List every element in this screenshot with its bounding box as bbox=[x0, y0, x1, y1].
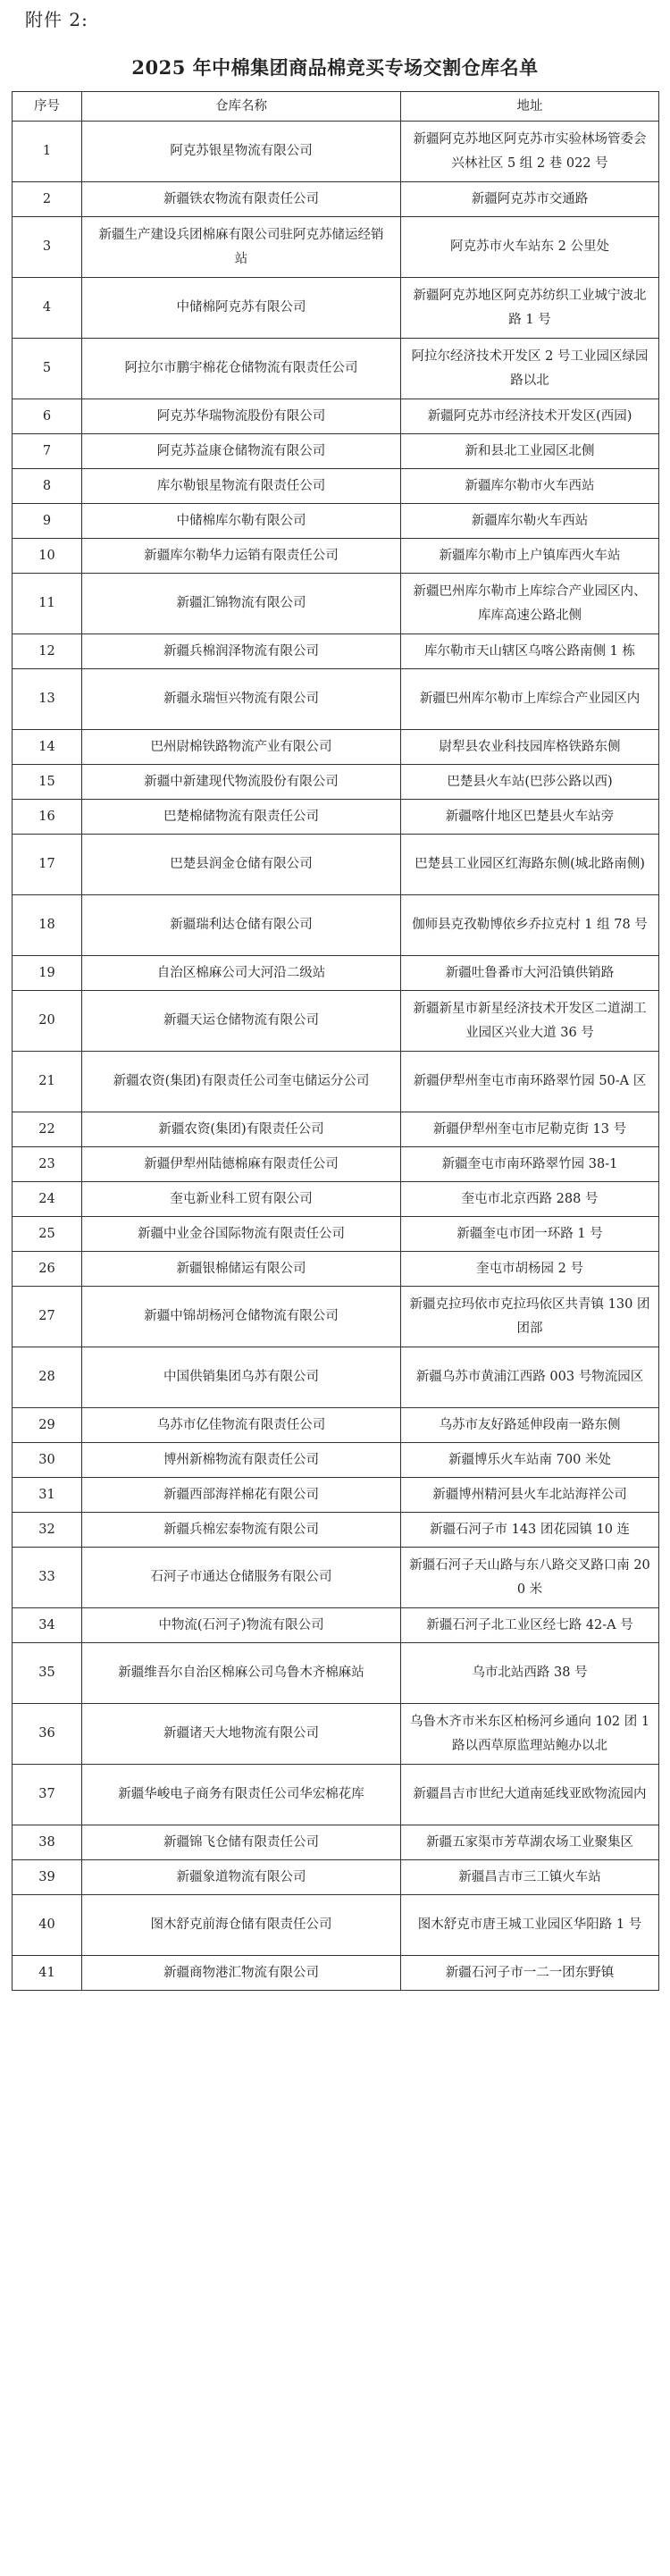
warehouse-name: 新疆永瑞恒兴物流有限公司 bbox=[82, 669, 401, 730]
row-number: 41 bbox=[13, 1956, 82, 1991]
warehouse-address: 乌市北站西路 38 号 bbox=[401, 1643, 659, 1704]
warehouse-address: 新疆博州精河县火车北站海祥公司 bbox=[401, 1478, 659, 1513]
table-row bbox=[13, 1643, 659, 1704]
row-number: 30 bbox=[13, 1443, 82, 1478]
warehouse-name: 奎屯新业科工贸有限公司 bbox=[82, 1182, 401, 1217]
row-number: 4 bbox=[13, 278, 82, 339]
row-number: 7 bbox=[13, 434, 82, 469]
row-number: 19 bbox=[13, 956, 82, 991]
warehouse-address: 新疆石河子市一二一团东野镇 bbox=[401, 1956, 659, 1991]
warehouse-address: 乌鲁木齐市米东区柏杨河乡通向 102 团 1 路以西草原监理站鲍办以北 bbox=[401, 1704, 659, 1765]
warehouse-name: 新疆中新建现代物流股份有限公司 bbox=[82, 765, 401, 800]
warehouse-name: 库尔勒银星物流有限责任公司 bbox=[82, 469, 401, 504]
warehouse-address: 新和县北工业园区北侧 bbox=[401, 434, 659, 469]
warehouse-name: 新疆象道物流有限公司 bbox=[82, 1860, 401, 1895]
row-number: 40 bbox=[13, 1895, 82, 1956]
warehouse-name: 阿克苏银星物流有限公司 bbox=[82, 122, 401, 182]
table-row bbox=[13, 765, 659, 800]
warehouse-address: 奎屯市北京西路 288 号 bbox=[401, 1182, 659, 1217]
table-row bbox=[13, 1252, 659, 1287]
row-number: 5 bbox=[13, 339, 82, 399]
warehouse-address: 新疆克拉玛依市克拉玛依区共青镇 130 团团部 bbox=[401, 1287, 659, 1347]
warehouse-address: 新疆吐鲁番市大河沿镇供销路 bbox=[401, 956, 659, 991]
row-number: 31 bbox=[13, 1478, 82, 1513]
table-header-row bbox=[13, 92, 659, 122]
warehouse-address: 伽师县克孜勒博依乡乔拉克村 1 组 78 号 bbox=[401, 895, 659, 956]
warehouse-name: 中储棉库尔勒有限公司 bbox=[82, 504, 401, 539]
row-number: 1 bbox=[13, 122, 82, 182]
row-number: 17 bbox=[13, 835, 82, 895]
warehouse-address: 新疆阿克苏地区阿克苏纺织工业城宁波北路 1 号 bbox=[401, 278, 659, 339]
warehouse-name: 中储棉阿克苏有限公司 bbox=[82, 278, 401, 339]
warehouse-address: 新疆昌吉市三工镇火车站 bbox=[401, 1860, 659, 1895]
table-row bbox=[13, 539, 659, 574]
row-number: 3 bbox=[13, 217, 82, 278]
warehouse-address: 奎屯市胡杨园 2 号 bbox=[401, 1252, 659, 1287]
warehouse-name: 新疆西部海祥棉花有限公司 bbox=[82, 1478, 401, 1513]
warehouse-name: 新疆华峻电子商务有限责任公司华宏棉花库 bbox=[82, 1765, 401, 1825]
row-number: 6 bbox=[13, 399, 82, 434]
row-number: 12 bbox=[13, 634, 82, 669]
warehouse-address: 阿克苏市火车站东 2 公里处 bbox=[401, 217, 659, 278]
row-number: 27 bbox=[13, 1287, 82, 1347]
warehouse-name: 新疆中锦胡杨河仓储物流有限公司 bbox=[82, 1287, 401, 1347]
table-row bbox=[13, 217, 659, 278]
row-number: 28 bbox=[13, 1347, 82, 1408]
warehouse-address: 新疆石河子市 143 团花园镇 10 连 bbox=[401, 1513, 659, 1548]
warehouse-address: 新疆新星市新星经济技术开发区二道湖工业园区兴业大道 36 号 bbox=[401, 991, 659, 1052]
warehouse-name: 图木舒克前海仓储有限责任公司 bbox=[82, 1895, 401, 1956]
warehouse-name: 新疆维吾尔自治区棉麻公司乌鲁木齐棉麻站 bbox=[82, 1643, 401, 1704]
warehouse-address: 库尔勒市天山辖区乌喀公路南侧 1 栋 bbox=[401, 634, 659, 669]
warehouse-name: 新疆瑞利达仓储有限公司 bbox=[82, 895, 401, 956]
table-row bbox=[13, 1182, 659, 1217]
warehouse-name: 中物流(石河子)物流有限公司 bbox=[82, 1608, 401, 1643]
table-row bbox=[13, 182, 659, 217]
warehouse-address: 新疆库尔勒市上户镇库西火车站 bbox=[401, 539, 659, 574]
row-number: 20 bbox=[13, 991, 82, 1052]
row-number: 23 bbox=[13, 1147, 82, 1182]
table-row bbox=[13, 1147, 659, 1182]
warehouse-name: 新疆中业金谷国际物流有限责任公司 bbox=[82, 1217, 401, 1252]
row-number: 24 bbox=[13, 1182, 82, 1217]
warehouse-name: 阿克苏益康仓储物流有限公司 bbox=[82, 434, 401, 469]
table-row bbox=[13, 634, 659, 669]
warehouse-name: 新疆库尔勒华力运销有限责任公司 bbox=[82, 539, 401, 574]
table-row bbox=[13, 574, 659, 634]
warehouse-name: 巴楚棉储物流有限责任公司 bbox=[82, 800, 401, 835]
warehouse-address: 新疆石河子天山路与东八路交叉路口南 200 米 bbox=[401, 1548, 659, 1608]
table-row bbox=[13, 956, 659, 991]
row-number: 22 bbox=[13, 1112, 82, 1147]
table-row bbox=[13, 339, 659, 399]
warehouse-name: 博州新棉物流有限责任公司 bbox=[82, 1443, 401, 1478]
warehouse-address: 新疆昌吉市世纪大道南延线亚欧物流园内 bbox=[401, 1765, 659, 1825]
warehouse-name: 新疆天运仓储物流有限公司 bbox=[82, 991, 401, 1052]
row-number: 38 bbox=[13, 1825, 82, 1860]
warehouse-name: 阿拉尔市鹏宇棉花仓储物流有限责任公司 bbox=[82, 339, 401, 399]
table-row bbox=[13, 1408, 659, 1443]
warehouse-name: 新疆银棉储运有限公司 bbox=[82, 1252, 401, 1287]
warehouse-name: 新疆伊犁州陆德棉麻有限责任公司 bbox=[82, 1147, 401, 1182]
warehouse-address: 新疆五家渠市芳草湖农场工业聚集区 bbox=[401, 1825, 659, 1860]
warehouse-name: 新疆诸天大地物流有限公司 bbox=[82, 1704, 401, 1765]
warehouse-address: 阿拉尔经济技术开发区 2 号工业园区绿园路以北 bbox=[401, 339, 659, 399]
row-number: 36 bbox=[13, 1704, 82, 1765]
table-row bbox=[13, 1112, 659, 1147]
warehouse-name: 新疆生产建设兵团棉麻有限公司驻阿克苏储运经销站 bbox=[82, 217, 401, 278]
warehouse-name: 新疆兵棉润泽物流有限公司 bbox=[82, 634, 401, 669]
table-row bbox=[13, 399, 659, 434]
row-number: 37 bbox=[13, 1765, 82, 1825]
table-row bbox=[13, 800, 659, 835]
table-row bbox=[13, 669, 659, 730]
table-row bbox=[13, 991, 659, 1052]
table-row bbox=[13, 469, 659, 504]
row-number: 9 bbox=[13, 504, 82, 539]
row-number: 11 bbox=[13, 574, 82, 634]
warehouse-table bbox=[12, 91, 659, 1991]
warehouse-address: 新疆伊犁州奎屯市尼勒克街 13 号 bbox=[401, 1112, 659, 1147]
row-number: 26 bbox=[13, 1252, 82, 1287]
document-title: 2025 年中棉集团商品棉竞买专场交割仓库名单 bbox=[131, 56, 539, 79]
table-row bbox=[13, 434, 659, 469]
row-number: 32 bbox=[13, 1513, 82, 1548]
table-row bbox=[13, 895, 659, 956]
row-number: 39 bbox=[13, 1860, 82, 1895]
row-number: 21 bbox=[13, 1052, 82, 1112]
warehouse-address: 新疆伊犁州奎屯市南环路翠竹园 50-A 区 bbox=[401, 1052, 659, 1112]
table-row bbox=[13, 1052, 659, 1112]
table-row bbox=[13, 1608, 659, 1643]
warehouse-name: 巴州尉棉铁路物流产业有限公司 bbox=[82, 730, 401, 765]
warehouse-address: 巴楚县工业园区红海路东侧(城北路南侧) bbox=[401, 835, 659, 895]
row-number: 18 bbox=[13, 895, 82, 956]
warehouse-name: 巴楚县润金仓储有限公司 bbox=[82, 835, 401, 895]
table-row bbox=[13, 1548, 659, 1608]
table-row bbox=[13, 1443, 659, 1478]
table-row bbox=[13, 1704, 659, 1765]
row-number: 16 bbox=[13, 800, 82, 835]
table-row bbox=[13, 1217, 659, 1252]
row-number: 35 bbox=[13, 1643, 82, 1704]
table-row bbox=[13, 1765, 659, 1825]
row-number: 29 bbox=[13, 1408, 82, 1443]
row-number: 8 bbox=[13, 469, 82, 504]
warehouse-name: 石河子市通达仓储服务有限公司 bbox=[82, 1548, 401, 1608]
warehouse-name: 新疆农资(集团)有限责任公司奎屯储运分公司 bbox=[82, 1052, 401, 1112]
header-number: 序号 bbox=[13, 92, 82, 122]
table-row bbox=[13, 1825, 659, 1860]
warehouse-name: 乌苏市亿佳物流有限责任公司 bbox=[82, 1408, 401, 1443]
row-number: 14 bbox=[13, 730, 82, 765]
table-row bbox=[13, 835, 659, 895]
table-row bbox=[13, 504, 659, 539]
warehouse-address: 新疆石河子北工业区经七路 42-A 号 bbox=[401, 1608, 659, 1643]
warehouse-address: 新疆喀什地区巴楚县火车站旁 bbox=[401, 800, 659, 835]
header-warehouse-name: 仓库名称 bbox=[82, 92, 401, 122]
table-row bbox=[13, 1347, 659, 1408]
header-address: 地址 bbox=[401, 92, 659, 122]
warehouse-address: 乌苏市友好路延伸段南一路东侧 bbox=[401, 1408, 659, 1443]
warehouse-name: 新疆汇锦物流有限公司 bbox=[82, 574, 401, 634]
row-number: 34 bbox=[13, 1608, 82, 1643]
warehouse-name: 新疆铁农物流有限责任公司 bbox=[82, 182, 401, 217]
warehouse-address: 尉犁县农业科技园库格铁路东侧 bbox=[401, 730, 659, 765]
warehouse-address: 新疆阿克苏市经济技术开发区(西园) bbox=[401, 399, 659, 434]
row-number: 33 bbox=[13, 1548, 82, 1608]
warehouse-address: 新疆阿克苏地区阿克苏市实验林场管委会兴林社区 5 组 2 巷 022 号 bbox=[401, 122, 659, 182]
warehouse-address: 图木舒克市唐王城工业园区华阳路 1 号 bbox=[401, 1895, 659, 1956]
warehouse-address: 新疆奎屯市团一环路 1 号 bbox=[401, 1217, 659, 1252]
warehouse-name: 自治区棉麻公司大河沿二级站 bbox=[82, 956, 401, 991]
table-row bbox=[13, 278, 659, 339]
row-number: 13 bbox=[13, 669, 82, 730]
warehouse-name: 阿克苏华瑞物流股份有限公司 bbox=[82, 399, 401, 434]
warehouse-address: 新疆库尔勒市火车西站 bbox=[401, 469, 659, 504]
table-row bbox=[13, 1956, 659, 1991]
table-row bbox=[13, 1478, 659, 1513]
table-row bbox=[13, 730, 659, 765]
table-row bbox=[13, 122, 659, 182]
row-number: 25 bbox=[13, 1217, 82, 1252]
warehouse-address: 新疆阿克苏市交通路 bbox=[401, 182, 659, 217]
row-number: 2 bbox=[13, 182, 82, 217]
row-number: 10 bbox=[13, 539, 82, 574]
warehouse-address: 新疆库尔勒火车西站 bbox=[401, 504, 659, 539]
warehouse-name: 中国供销集团乌苏有限公司 bbox=[82, 1347, 401, 1408]
warehouse-address: 新疆巴州库尔勒市上库综合产业园区内 bbox=[401, 669, 659, 730]
warehouse-name: 新疆农资(集团)有限责任公司 bbox=[82, 1112, 401, 1147]
table-row bbox=[13, 1287, 659, 1347]
warehouse-address: 新疆奎屯市南环路翠竹园 38-1 bbox=[401, 1147, 659, 1182]
warehouse-name: 新疆兵棉宏泰物流有限公司 bbox=[82, 1513, 401, 1548]
warehouse-name: 新疆锦飞仓储有限责任公司 bbox=[82, 1825, 401, 1860]
warehouse-address: 新疆乌苏市黄浦江西路 003 号物流园区 bbox=[401, 1347, 659, 1408]
table-row bbox=[13, 1860, 659, 1895]
warehouse-name: 新疆商物港汇物流有限公司 bbox=[82, 1956, 401, 1991]
table-row bbox=[13, 1895, 659, 1956]
warehouse-address: 新疆博乐火车站南 700 米处 bbox=[401, 1443, 659, 1478]
row-number: 15 bbox=[13, 765, 82, 800]
warehouse-address: 巴楚县火车站(巴莎公路以西) bbox=[401, 765, 659, 800]
table-row bbox=[13, 1513, 659, 1548]
attachment-label: 附件 2: bbox=[25, 9, 88, 30]
warehouse-address: 新疆巴州库尔勒市上库综合产业园区内、库库高速公路北侧 bbox=[401, 574, 659, 634]
